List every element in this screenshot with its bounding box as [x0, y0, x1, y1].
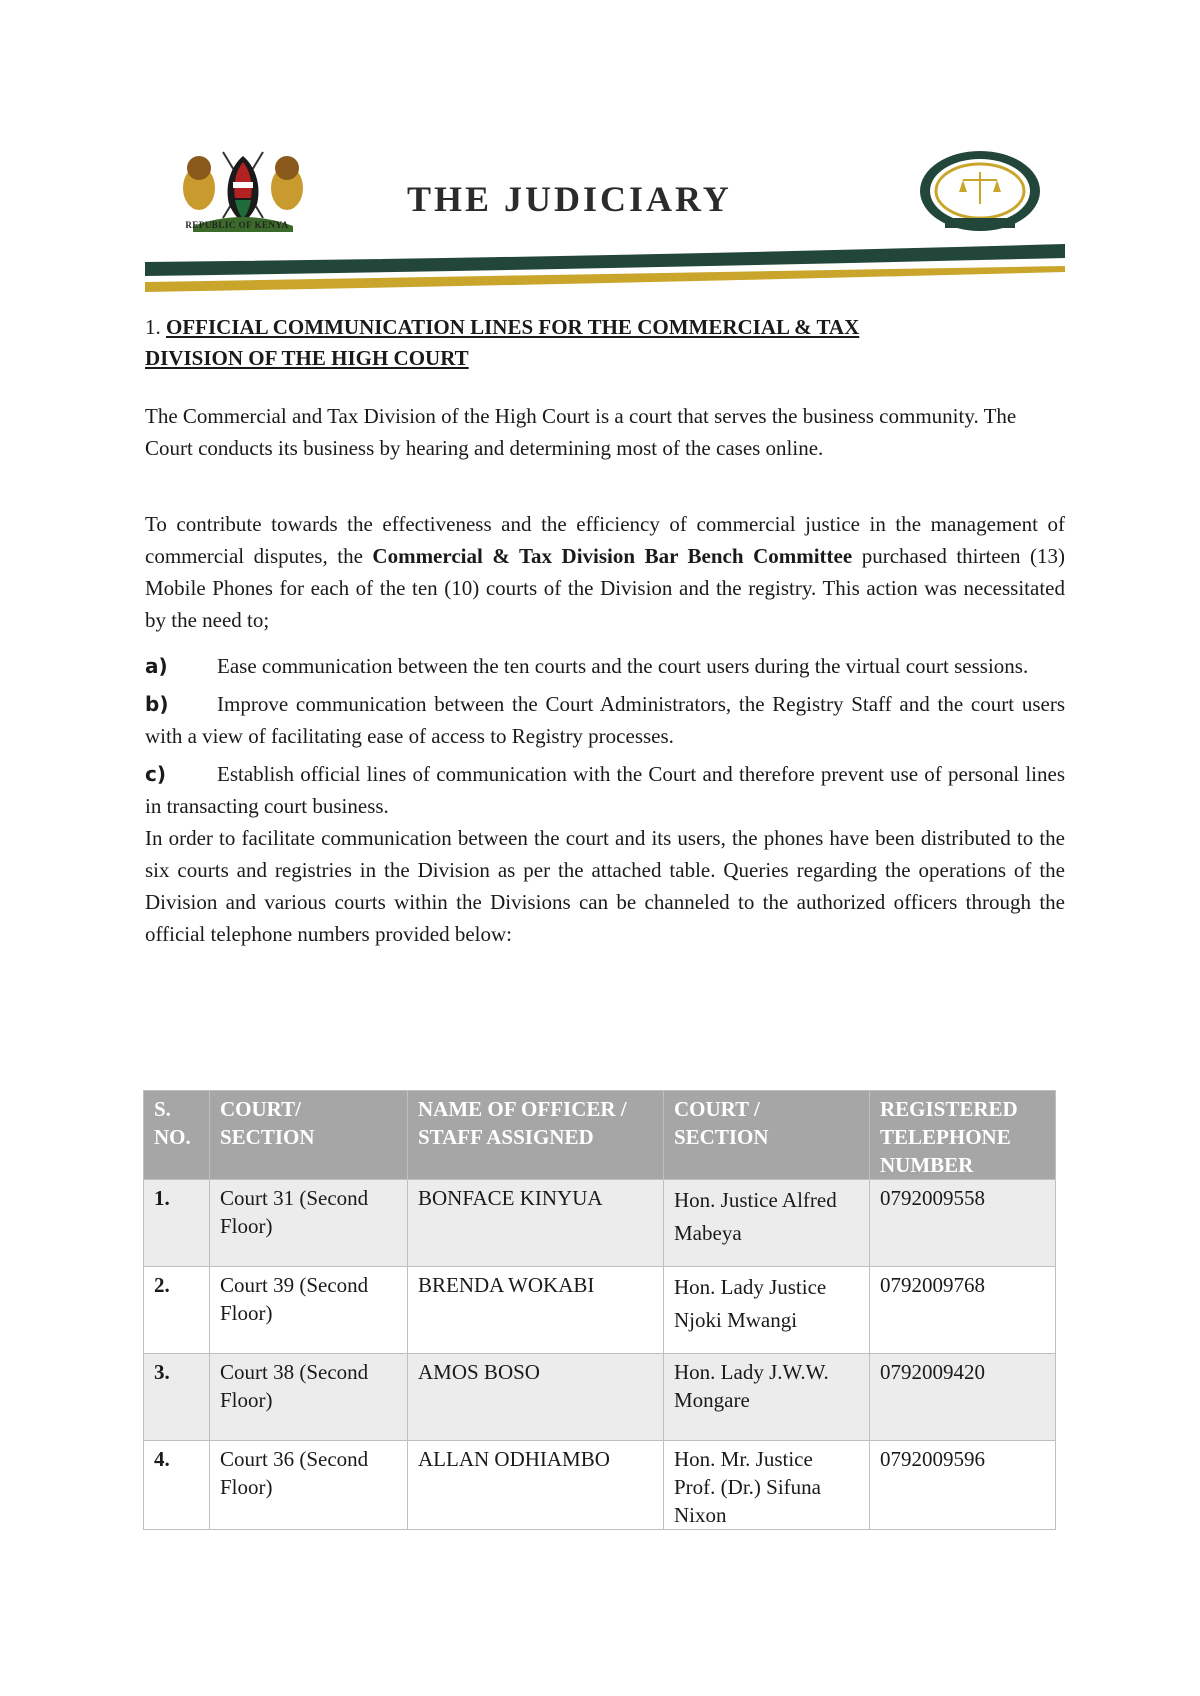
list-item-text: Establish official lines of communication with the Court and therefore prevent use of personal lines in transacting court business.: [145, 762, 1065, 818]
judiciary-seal-icon: [915, 148, 1045, 234]
cell-court: Court 39 (Second Floor): [210, 1267, 408, 1354]
purpose-text-after: purchased thirteen (13) Mobile Phones for each of the ten (10) courts of the Division and the registry. This action was necessitated by the need to;: [145, 544, 1065, 632]
contacts-table: [143, 1090, 1056, 1530]
list-marker: b): [145, 692, 169, 716]
letterhead: [145, 140, 1065, 300]
letterhead-swoosh-icon: [145, 240, 1065, 300]
section-heading: [145, 312, 1065, 374]
cell-officer: ALLAN ODHIAMBO: [408, 1441, 664, 1530]
cell-court: Court 36 (Second Floor): [210, 1441, 408, 1530]
intro-paragraph: The Commercial and Tax Division of the High Court is a court that serves the business community. The Court conducts its business by hearing and determining most of the cases online.: [145, 404, 1017, 460]
table-row: [144, 1180, 1056, 1267]
list-item: [145, 650, 1065, 682]
cell-officer: AMOS BOSO: [408, 1354, 664, 1441]
cell-officer: BONFACE KINYUA: [408, 1180, 664, 1267]
cell-phone: 0792009596: [870, 1441, 1056, 1530]
section-number: 1.: [145, 315, 161, 339]
cell-judge: Hon. Lady J.W.W. Mongare: [664, 1354, 870, 1441]
table-row: [144, 1441, 1056, 1530]
header-serial: S. NO.: [144, 1091, 210, 1180]
cell-court: Court 31 (Second Floor): [210, 1180, 408, 1267]
cell-phone: 0792009558: [870, 1180, 1056, 1267]
list-item-text: Improve communication between the Court Administrators, the Registry Staff and the court users with a view of facilitating ease of access to Registry processes.: [145, 692, 1065, 748]
header-officer: NAME OF OFFICER / STAFF ASSIGNED: [408, 1091, 664, 1180]
committee-name: Commercial & Tax Division Bar Bench Committee: [372, 544, 853, 568]
arms-caption: REPUBLIC OF KENYA: [185, 220, 289, 230]
cell-serial: 4.: [144, 1441, 210, 1530]
list-item: [145, 758, 1065, 822]
table-header-row: [144, 1091, 1056, 1180]
cell-court: Court 38 (Second Floor): [210, 1354, 408, 1441]
table-row: [144, 1267, 1056, 1354]
list-marker: a): [145, 654, 168, 678]
cell-judge: Hon. Mr. Justice Prof. (Dr.) Sifuna Nixon: [664, 1441, 870, 1530]
reasons-list: [145, 650, 1065, 822]
table-row: [144, 1354, 1056, 1441]
closing-paragraph: In order to facilitate communication between the court and its users, the phones have been distributed to the six courts and registries in the Division as per the attached table. Queries regarding the operations of the Division and various courts within the Divisions can be channeled to the authorized officers through the official telephone numbers provided below:: [145, 826, 1065, 946]
brand-title: THE JUDICIARY: [407, 179, 732, 219]
cell-phone: 0792009768: [870, 1267, 1056, 1354]
document-body: [145, 312, 1065, 950]
cell-judge: Hon. Lady Justice Njoki Mwangi: [664, 1267, 870, 1354]
header-court: COURT/ SECTION: [210, 1091, 408, 1180]
cell-serial: 3.: [144, 1354, 210, 1441]
header-section: COURT / SECTION: [664, 1091, 870, 1180]
cell-phone: 0792009420: [870, 1354, 1056, 1441]
cell-officer: BRENDA WOKABI: [408, 1267, 664, 1354]
header-phone: REGISTERED TELEPHONE NUMBER: [870, 1091, 1056, 1180]
list-item-text: Ease communication between the ten courts and the court users during the virtual court sessions.: [217, 654, 1029, 678]
contacts-table-wrapper: [143, 1090, 1055, 1530]
purpose-paragraph: [145, 508, 1065, 636]
list-item: [145, 688, 1065, 752]
list-marker: c): [145, 762, 166, 786]
cell-serial: 1.: [144, 1180, 210, 1267]
section-heading-line1: OFFICIAL COMMUNICATION LINES FOR THE COMMERCIAL & TAX: [166, 315, 860, 339]
section-heading-line2: DIVISION OF THE HIGH COURT: [145, 346, 469, 370]
cell-serial: 2.: [144, 1267, 210, 1354]
cell-judge: Hon. Justice Alfred Mabeya: [664, 1180, 870, 1267]
purpose-text-before: To contribute towards the effectiveness and the efficiency of commercial justice in the management of commercial disputes, the: [145, 512, 1065, 568]
